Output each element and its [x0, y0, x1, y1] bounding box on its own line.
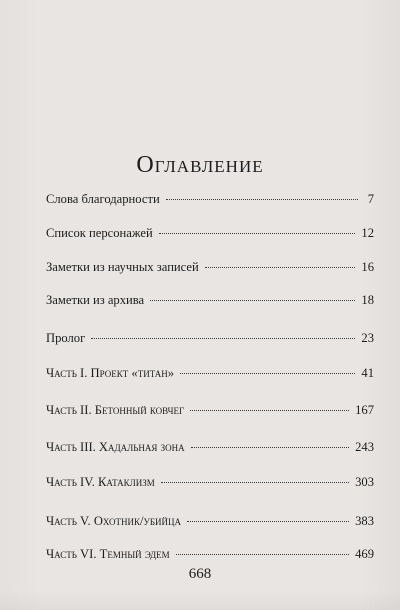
- leader-dots: [150, 300, 355, 301]
- page-number: 668: [188, 566, 212, 582]
- toc-entry: [46, 329, 374, 347]
- toc-entry-page: 23: [361, 331, 374, 345]
- toc-entry-title: Заметки из архива: [46, 293, 145, 307]
- toc-entry: [46, 258, 374, 276]
- toc-entry-title: Часть IV. Катаклизм: [46, 475, 155, 489]
- toc-entry-page: 303: [355, 475, 374, 489]
- toc-entry-title: Слова благодарности: [46, 192, 160, 206]
- leader-dots: [161, 482, 349, 483]
- leader-dots: [205, 267, 356, 268]
- toc-entry-page: 12: [361, 226, 374, 240]
- toc-entry-page: 16: [361, 260, 374, 274]
- toc-entry: [46, 473, 374, 491]
- leader-dots: [159, 233, 356, 234]
- toc-entry-page: 469: [355, 547, 374, 561]
- table-of-contents-heading: Оглавление: [136, 152, 264, 178]
- toc-entry-title: Часть III. Хадальная зона: [46, 440, 185, 454]
- leader-dots: [91, 338, 355, 339]
- toc-entry: [46, 512, 374, 530]
- toc-entry: [46, 224, 374, 242]
- leader-dots: [180, 373, 355, 374]
- toc-entry-title: Часть I. Проект «титан»: [46, 366, 175, 380]
- leader-dots: [187, 521, 349, 522]
- toc-entry: [46, 401, 374, 419]
- leader-dots: [190, 410, 349, 411]
- leader-dots: [166, 199, 358, 200]
- toc-entry: [46, 190, 374, 208]
- leader-dots: [176, 554, 349, 555]
- toc-entry: [46, 545, 374, 563]
- leader-dots: [191, 447, 350, 448]
- toc-entry-title: Заметки из научных записей: [46, 260, 199, 274]
- toc-entry-page: 41: [361, 366, 374, 380]
- toc-entry-title: Часть V. Охотник/убийца: [46, 514, 181, 528]
- toc-entry: [46, 438, 374, 456]
- toc-entry: [46, 364, 374, 382]
- toc-entry-page: 167: [355, 403, 374, 417]
- toc-entry-page: 243: [355, 440, 374, 454]
- toc-entry-page: 7: [367, 192, 374, 206]
- toc-entry-page: 18: [361, 293, 374, 307]
- toc-entry: [46, 291, 374, 309]
- page-shadow: [0, 590, 400, 610]
- toc-entry-title: Список персонажей: [46, 226, 153, 240]
- toc-entry-title: Пролог: [46, 331, 86, 345]
- toc-entry-page: 383: [355, 514, 374, 528]
- toc-entry-title: Часть VI. Темный эдем: [46, 547, 170, 561]
- toc-entry-title: Часть II. Бетонный ковчег: [46, 403, 185, 417]
